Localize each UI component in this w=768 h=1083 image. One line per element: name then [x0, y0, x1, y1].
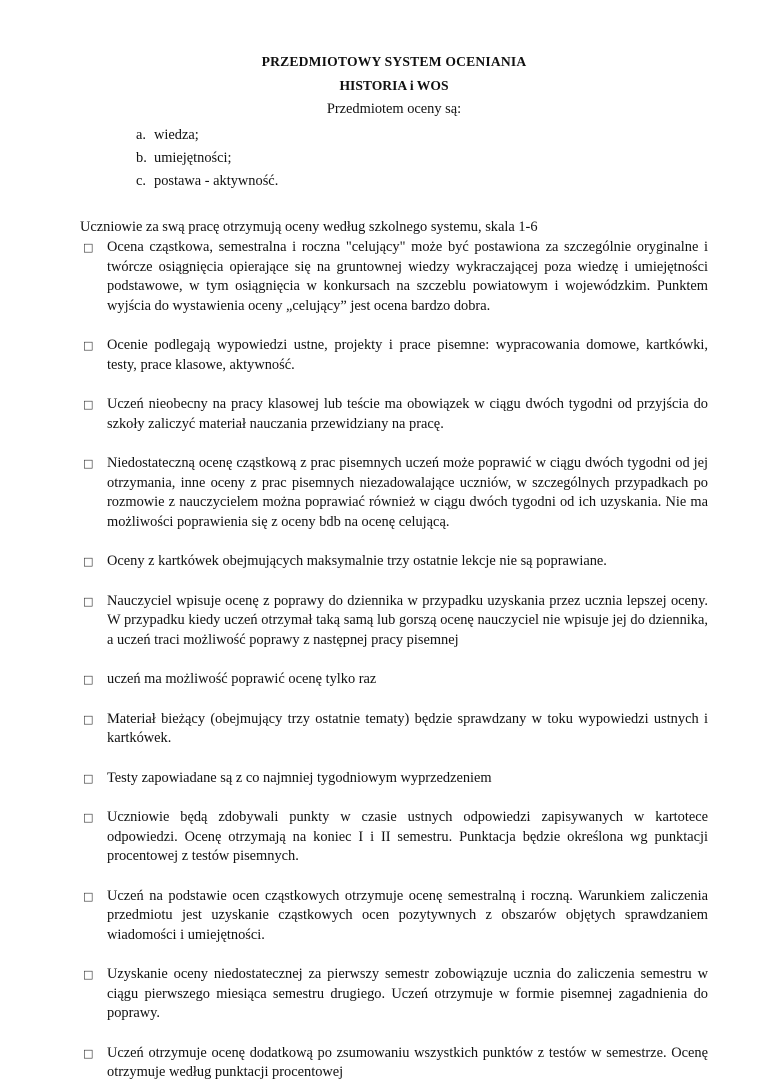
checkbox-bullet-icon: □: [83, 889, 94, 903]
criteria-marker: b.: [136, 149, 147, 166]
document-title: PRZEDMIOTOWY SYSTEM OCENIANIA: [261, 54, 527, 69]
rule-text: Uczeń nieobecny na pracy klasowej lub teście ma obowiązek w ciągu dwóch tygodni od przyjścia do szkoły zaliczyć materiał nauczania przewidziany na pracę.: [107, 396, 708, 432]
criteria-text: postawa - aktywność.: [154, 172, 279, 189]
rule-text: Nauczyciel wpisuje ocenę z poprawy do dziennika w przypadku uzyskania przez ucznia lepszej oceny. W przypadku kiedy uczeń otrzymał taką samą lub gorszą ocenę nauczyciel nie wpisuje jej do dziennika, a uczeń traci możliwość poprawy z następnej pracy pisemnej: [107, 592, 708, 648]
rule-text: Uczniowie będą zdobywali punkty w czasie ustnych odpowiedzi zapisywanych w kartotece odpowiedzi. Ocenę otrzymają na koniec I i II semestru. Punktacja będzie określona wg punktacji procentowej z testów pisemnych.: [107, 809, 708, 864]
checkbox-bullet-icon: □: [83, 1046, 94, 1060]
rule-item: [80, 808, 708, 867]
criteria-item: [136, 124, 708, 147]
rule-text: Ocenie podlegają wypowiedzi ustne, projekty i prace pisemne: wypracowania domowe, kartkówki, testy, prace klasowe, aktywność.: [107, 337, 708, 373]
rule-text: Oceny z kartkówek obejmujących maksymalnie trzy ostatnie lekcje nie są poprawiane.: [107, 553, 607, 569]
rules-list: [80, 238, 708, 1083]
checkbox-bullet-icon: □: [83, 811, 94, 824]
rule-text: Ocena cząstkowa, semestralna i roczna "celujący" może być postawiona za szczególnie oryginalne i twórcze osiągnięcia opierające się na gruntownej wiedzy wykraczającej poza wiedzę i umiejętności podstawowe, w tym osiągnięcia w konkursach na szczeblu powiatowym i wojewódzkim. Punktem wyjścia do wystawienia oceny „celujący” jest ocena bardzo dobra.: [107, 239, 708, 314]
rule-text: Materiał bieżący (obejmujący trzy ostatnie tematy) będzie sprawdzany w toku wypowiedzi ustnych i kartkówek.: [107, 710, 708, 746]
criteria-intro: Przedmiotem oceny są:: [326, 101, 462, 117]
checkbox-bullet-icon: □: [83, 555, 94, 568]
criteria-marker: c.: [136, 172, 146, 189]
checkbox-bullet-icon: □: [83, 594, 94, 608]
checkbox-bullet-icon: □: [83, 457, 94, 470]
checkbox-bullet-icon: □: [83, 398, 94, 411]
criteria-list: [80, 124, 708, 193]
criteria-text: umiejętności;: [154, 149, 232, 166]
rule-text: Uczeń otrzymuje ocenę dodatkową po zsumowaniu wszystkich punktów z testów w semestrze. Ocenę otrzymuje według punktacji procentowej: [107, 1044, 708, 1080]
checkbox-bullet-icon: □: [83, 673, 94, 686]
rule-item: [80, 769, 708, 789]
criteria-item: [136, 170, 708, 193]
criteria-text: wiedza;: [154, 126, 199, 143]
rule-item: [80, 238, 708, 316]
rule-item: [80, 336, 708, 375]
rule-item: [80, 454, 708, 532]
rule-text: Uczeń na podstawie ocen cząstkowych otrzymuje ocenę semestralną i roczną. Warunkiem zaliczenia przedmiotu jest uzyskanie cząstkowych ocen pozytywnych z obszarów objętych sprawdzaniem wiadomości i umiejętności.: [107, 887, 708, 943]
criteria-item: [136, 147, 708, 170]
rule-item: [80, 395, 708, 434]
rule-item: [80, 887, 708, 946]
criteria-marker: a.: [136, 126, 146, 143]
checkbox-bullet-icon: □: [83, 771, 94, 785]
rule-item: [80, 670, 708, 690]
checkbox-bullet-icon: □: [83, 712, 94, 726]
rule-item: [80, 965, 708, 1024]
document-subtitle: HISTORIA i WOS: [339, 78, 449, 93]
rule-text: Niedostateczną ocenę cząstkową z prac pisemnych uczeń może poprawić w ciągu dwóch tygodni od jej otrzymania, inne oceny z prac pisemnych niezadowalające uczniów, w szczególnych przypadkach po rozmowie z nauczycielem można poprawiać również w ciągu dwóch tygodni od ich uzyskania. Nie ma możliwości poprawienia się z oceny bdb na ocenę celującą.: [107, 455, 708, 530]
rule-text: Uzyskanie oceny niedostatecznej za pierwszy semestr zobowiązuje ucznia do zaliczenia semestru w ciągu pierwszego miesiąca semestru drugiego. Uczeń otrzymuje w formie pisemnej zagadnienia do poprawy.: [107, 966, 708, 1021]
checkbox-bullet-icon: □: [83, 241, 94, 254]
rule-item: [80, 552, 708, 572]
checkbox-bullet-icon: □: [83, 339, 94, 352]
checkbox-bullet-icon: □: [83, 968, 94, 981]
grading-scale-statement: Uczniowie za swą pracę otrzymują oceny według szkolnego systemu, skala 1-6: [80, 219, 538, 235]
rule-item: [80, 1044, 708, 1083]
rule-text: Testy zapowiadane są z co najmniej tygodniowym wyprzedzeniem: [107, 769, 492, 786]
rule-text: uczeń ma możliwość poprawić ocenę tylko raz: [107, 671, 377, 687]
rule-item: [80, 710, 708, 749]
rule-item: [80, 592, 708, 651]
